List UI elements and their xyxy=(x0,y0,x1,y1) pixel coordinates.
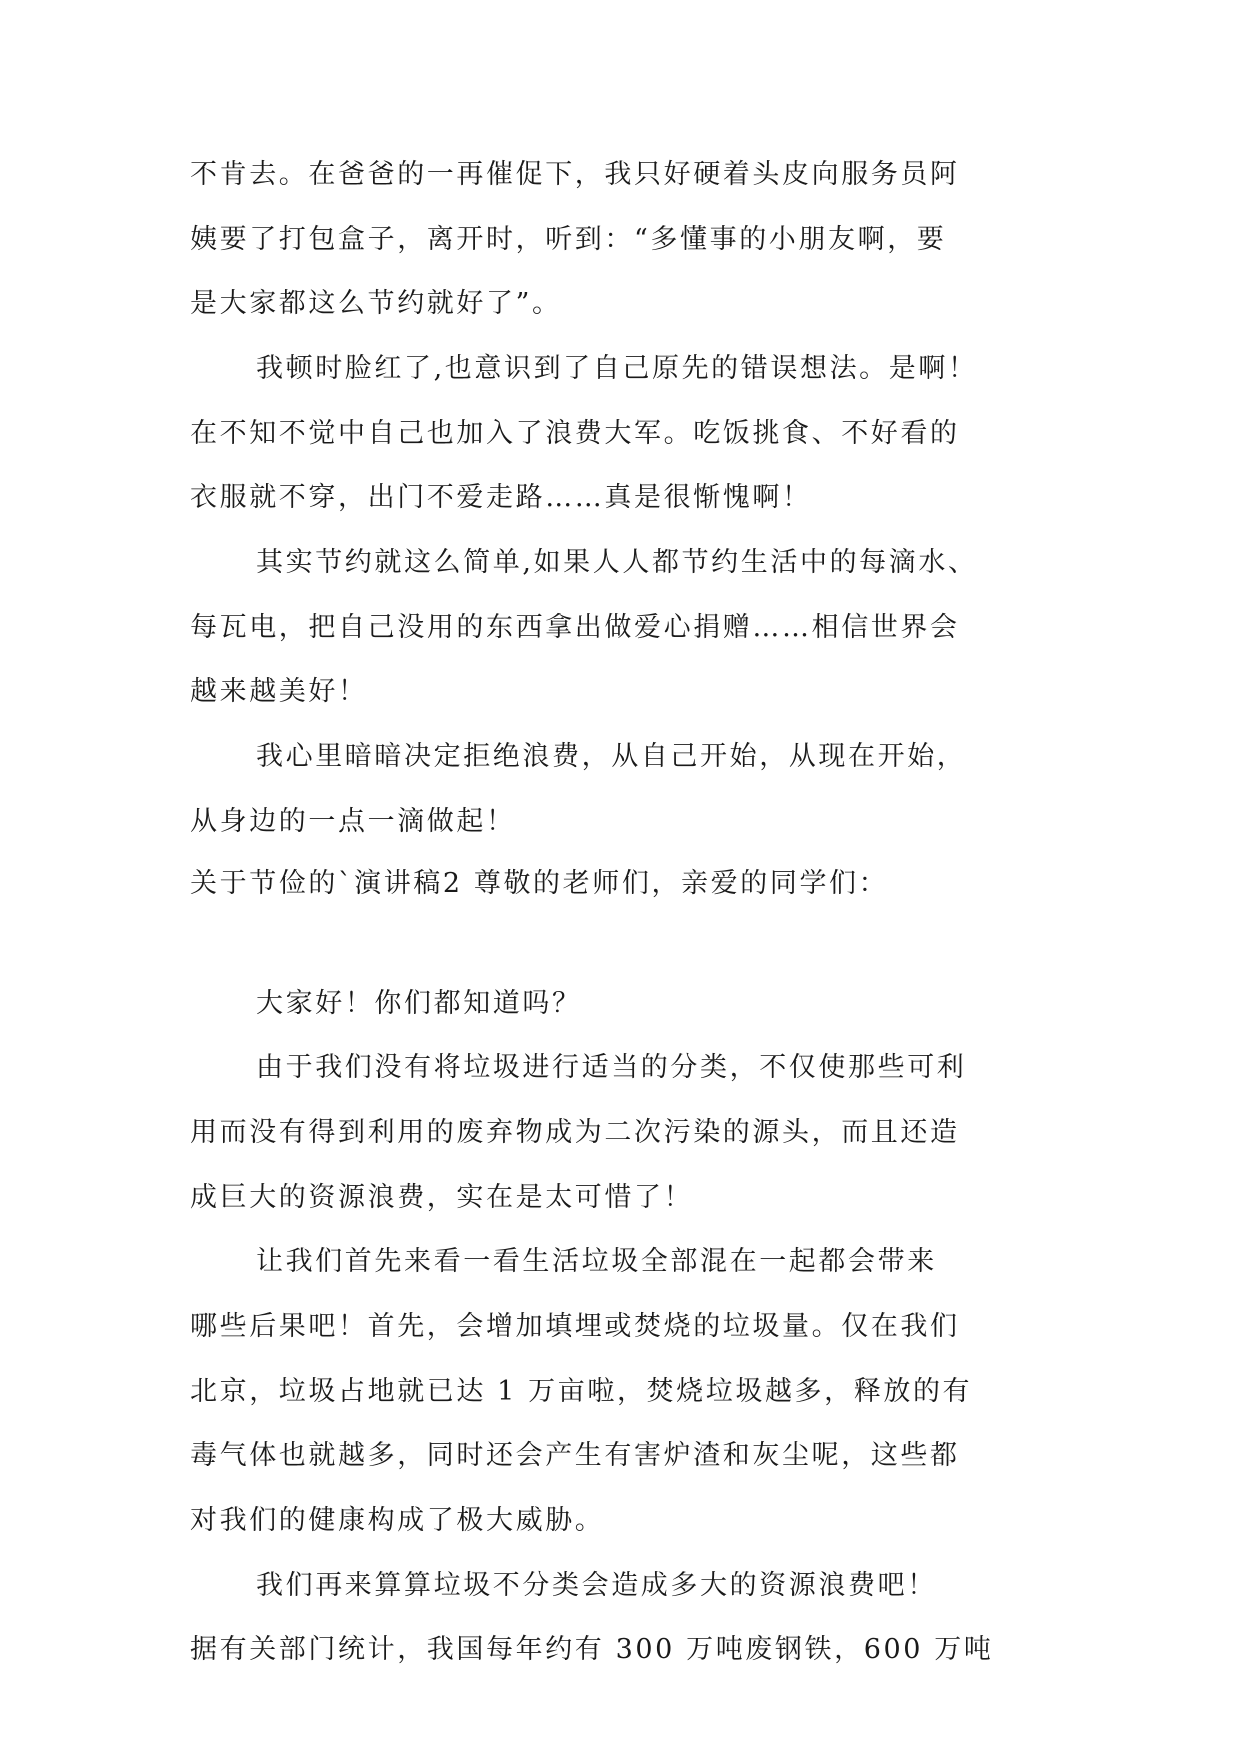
text-line: 是大家都这么节约就好了”。 xyxy=(190,288,562,319)
text-line: 越来越美好！ xyxy=(190,676,368,707)
paragraph-start-line: 我顿时脸红了,也意识到了自己原先的错误想法。是啊！ xyxy=(256,353,978,384)
paragraph-start-line: 由于我们没有将垃圾进行适当的分类，不仅使那些可利 xyxy=(256,1052,967,1083)
paragraph-start-line: 大家好！你们都知道吗？ xyxy=(256,988,582,1019)
text-line: 用而没有得到利用的废弃物成为二次污染的源头，而且还造 xyxy=(190,1117,960,1148)
paragraph-start-line: 我心里暗暗决定拒绝浪费，从自己开始，从现在开始， xyxy=(256,741,967,772)
text-line: 每瓦电，把自己没用的东西拿出做爱心捐赠……相信世界会 xyxy=(190,612,960,643)
text-line: 哪些后果吧！首先，会增加填埋或焚烧的垃圾量。仅在我们 xyxy=(190,1311,960,1342)
text-line: 姨要了打包盒子，离开时，听到：“多懂事的小朋友啊，要 xyxy=(190,224,947,255)
text-line: 北京，垃圾占地就已达 1 万亩啦，焚烧垃圾越多，释放的有 xyxy=(190,1376,973,1407)
text-line: 不肯去。在爸爸的一再催促下，我只好硬着头皮向服务员阿 xyxy=(190,159,960,190)
text-line: 从身边的一点一滴做起！ xyxy=(190,806,516,837)
paragraph-start-line: 我们再来算算垃圾不分类会造成多大的资源浪费吧！ xyxy=(256,1570,937,1601)
paragraph-start-line: 其实节约就这么简单,如果人人都节约生活中的每滴水、 xyxy=(256,547,978,578)
text-line: 衣服就不穿，出门不爱走路……真是很惭愧啊！ xyxy=(190,482,812,513)
text-line: 成巨大的资源浪费，实在是太可惜了！ xyxy=(190,1182,694,1213)
text-line: 在不知不觉中自己也加入了浪费大军。吃饭挑食、不好看的 xyxy=(190,418,960,449)
section-title-line: 关于节俭的`演讲稿2 尊敬的老师们，亲爱的同学们： xyxy=(190,868,889,899)
text-line: 对我们的健康构成了极大威胁。 xyxy=(190,1505,605,1536)
text-line: 据有关部门统计，我国每年约有 300 万吨废钢铁，600 万吨 xyxy=(190,1634,994,1665)
text-line: 毒气体也就越多，同时还会产生有害炉渣和灰尘呢，这些都 xyxy=(190,1440,960,1471)
paragraph-start-line: 让我们首先来看一看生活垃圾全部混在一起都会带来 xyxy=(256,1246,937,1277)
